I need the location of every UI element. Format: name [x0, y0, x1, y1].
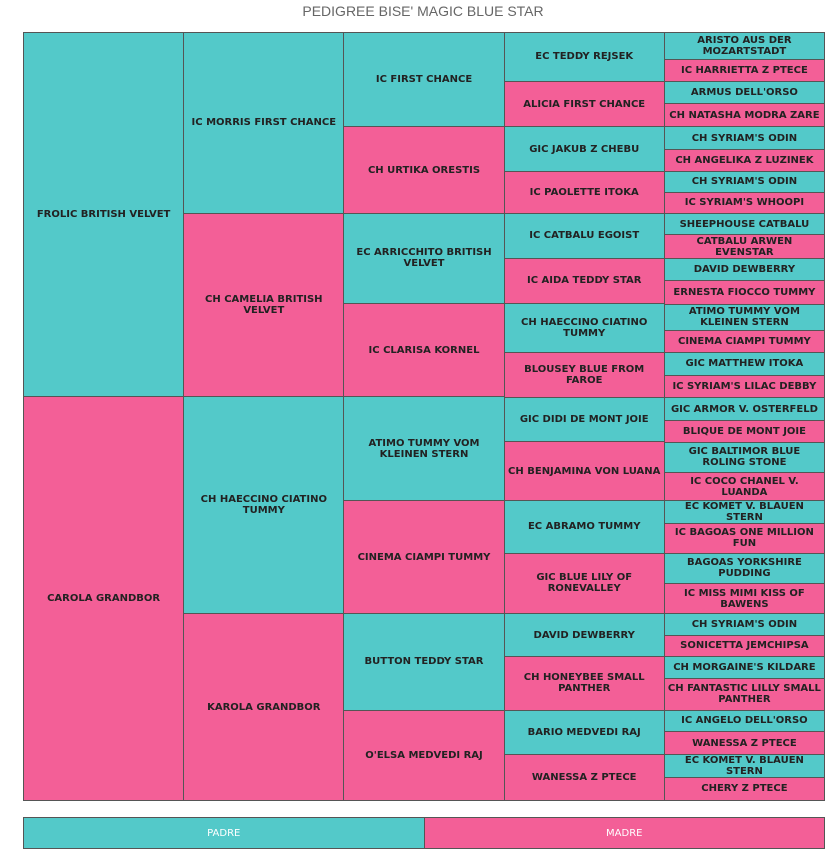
- ancestor-g1-2: CAROLA GRANDBOR: [24, 397, 183, 800]
- ancestor-g5-30: WANESSA Z PTECE: [665, 732, 824, 754]
- ancestor-g5-14: CINEMA CIAMPI TUMMY: [665, 331, 824, 352]
- ancestor-g5-15: GIC MATTHEW ITOKA: [665, 353, 824, 374]
- legend: [23, 817, 825, 849]
- ancestor-g4-7: CH HAECCINO CIATINO TUMMY: [505, 304, 664, 352]
- ancestor-g4-14: CH HONEYBEE SMALL PANTHER: [505, 657, 664, 710]
- ancestor-g5-6: CH ANGELIKA Z LUZINEK: [665, 150, 824, 171]
- ancestor-g5-21: EC KOMET V. BLAUEN STERN: [665, 501, 824, 522]
- pedigree-tree: [23, 32, 825, 801]
- ancestor-g5-20: IC COCO CHANEL V. LUANDA: [665, 473, 824, 500]
- ancestor-g3-7: BUTTON TEDDY STAR: [344, 614, 503, 709]
- generation-2-column: [184, 33, 343, 800]
- ancestor-g4-12: GIC BLUE LILY OF RONEVALLEY: [505, 554, 664, 614]
- ancestor-g2-3: CH HAECCINO CIATINO TUMMY: [184, 397, 343, 613]
- ancestor-g3-4: IC CLARISA KORNEL: [344, 304, 503, 396]
- ancestor-g3-2: CH URTIKA ORESTIS: [344, 127, 503, 212]
- ancestor-g5-18: BLIQUE DE MONT JOIE: [665, 421, 824, 441]
- ancestor-g5-3: ARMUS DELL'ORSO: [665, 82, 824, 103]
- ancestor-g4-9: GIC DIDI DE MONT JOIE: [505, 398, 664, 442]
- ancestor-g5-27: CH MORGAINE'S KILDARE: [665, 657, 824, 678]
- ancestor-g3-5: ATIMO TUMMY VOM KLEINEN STERN: [344, 397, 503, 499]
- ancestor-g5-29: IC ANGELO DELL'ORSO: [665, 711, 824, 731]
- ancestor-g5-13: ATIMO TUMMY VOM KLEINEN STERN: [665, 305, 824, 330]
- ancestor-g5-8: IC SYRIAM'S WHOOPI: [665, 193, 824, 213]
- ancestor-g4-5: IC CATBALU EGOIST: [505, 214, 664, 258]
- ancestor-g4-13: DAVID DEWBERRY: [505, 614, 664, 656]
- ancestor-g1-1: FROLIC BRITISH VELVET: [24, 33, 183, 396]
- ancestor-g4-11: EC ABRAMO TUMMY: [505, 501, 664, 553]
- ancestor-g5-19: GIC BALTIMOR BLUE ROLING STONE: [665, 443, 824, 472]
- ancestor-g5-23: BAGOAS YORKSHIRE PUDDING: [665, 554, 824, 583]
- ancestor-g5-5: CH SYRIAM'S ODIN: [665, 127, 824, 148]
- generation-3-column: [344, 33, 503, 800]
- ancestor-g3-3: EC ARRICCHITO BRITISH VELVET: [344, 214, 503, 303]
- page-title: PEDIGREE BISE' MAGIC BLUE STAR: [302, 3, 544, 19]
- ancestor-g4-8: BLOUSEY BLUE FROM FAROE: [505, 353, 664, 397]
- legend-madre: MADRE: [425, 818, 825, 848]
- ancestor-g5-10: CATBALU ARWEN EVENSTAR: [665, 235, 824, 257]
- ancestor-g4-3: GIC JAKUB Z CHEBU: [505, 127, 664, 171]
- ancestor-g5-22: IC BAGOAS ONE MILLION FUN: [665, 524, 824, 553]
- ancestor-g5-24: IC MISS MIMI KISS OF BAWENS: [665, 584, 824, 613]
- legend-padre: PADRE: [24, 818, 424, 848]
- ancestor-g5-16: IC SYRIAM'S LILAC DEBBY: [665, 376, 824, 397]
- ancestor-g3-8: O'ELSA MEDVEDI RAJ: [344, 711, 503, 800]
- generation-5-column: [665, 33, 824, 800]
- ancestor-g5-11: DAVID DEWBERRY: [665, 259, 824, 280]
- ancestor-g2-2: CH CAMELIA BRITISH VELVET: [184, 214, 343, 397]
- ancestor-g5-2: IC HARRIETTA Z PTECE: [665, 60, 824, 80]
- ancestor-g2-1: IC MORRIS FIRST CHANCE: [184, 33, 343, 213]
- ancestor-g5-7: CH SYRIAM'S ODIN: [665, 172, 824, 191]
- ancestor-g5-4: CH NATASHA MODRA ZARE: [665, 104, 824, 126]
- generation-1-column: [24, 33, 183, 800]
- ancestor-g4-2: ALICIA FIRST CHANCE: [505, 82, 664, 127]
- ancestor-g5-9: SHEEPHOUSE CATBALU: [665, 214, 824, 234]
- generation-4-column: [505, 33, 664, 800]
- ancestor-g4-16: WANESSA Z PTECE: [505, 755, 664, 800]
- ancestor-g5-1: ARISTO AUS DER MOZARTSTADT: [665, 33, 824, 59]
- ancestor-g5-32: CHERY Z PTECE: [665, 778, 824, 800]
- ancestor-g3-6: CINEMA CIAMPI TUMMY: [344, 501, 503, 613]
- ancestor-g4-10: CH BENJAMINA VON LUANA: [505, 442, 664, 500]
- ancestor-g5-25: CH SYRIAM'S ODIN: [665, 614, 824, 634]
- ancestor-g3-1: IC FIRST CHANCE: [344, 33, 503, 126]
- ancestor-g4-6: IC AIDA TEDDY STAR: [505, 259, 664, 304]
- ancestor-g5-12: ERNESTA FIOCCO TUMMY: [665, 281, 824, 303]
- ancestor-g5-17: GIC ARMOR V. OSTERFELD: [665, 398, 824, 420]
- ancestor-g4-15: BARIO MEDVEDI RAJ: [505, 711, 664, 755]
- ancestor-g2-4: KAROLA GRANDBOR: [184, 614, 343, 800]
- ancestor-g5-26: SONICETTA JEMCHIPSA: [665, 636, 824, 656]
- ancestor-g4-4: IC PAOLETTE ITOKA: [505, 172, 664, 213]
- ancestor-g5-28: CH FANTASTIC LILLY SMALL PANTHER: [665, 679, 824, 709]
- ancestor-g5-31: EC KOMET V. BLAUEN STERN: [665, 755, 824, 776]
- ancestor-g4-1: EC TEDDY REJSEK: [505, 33, 664, 81]
